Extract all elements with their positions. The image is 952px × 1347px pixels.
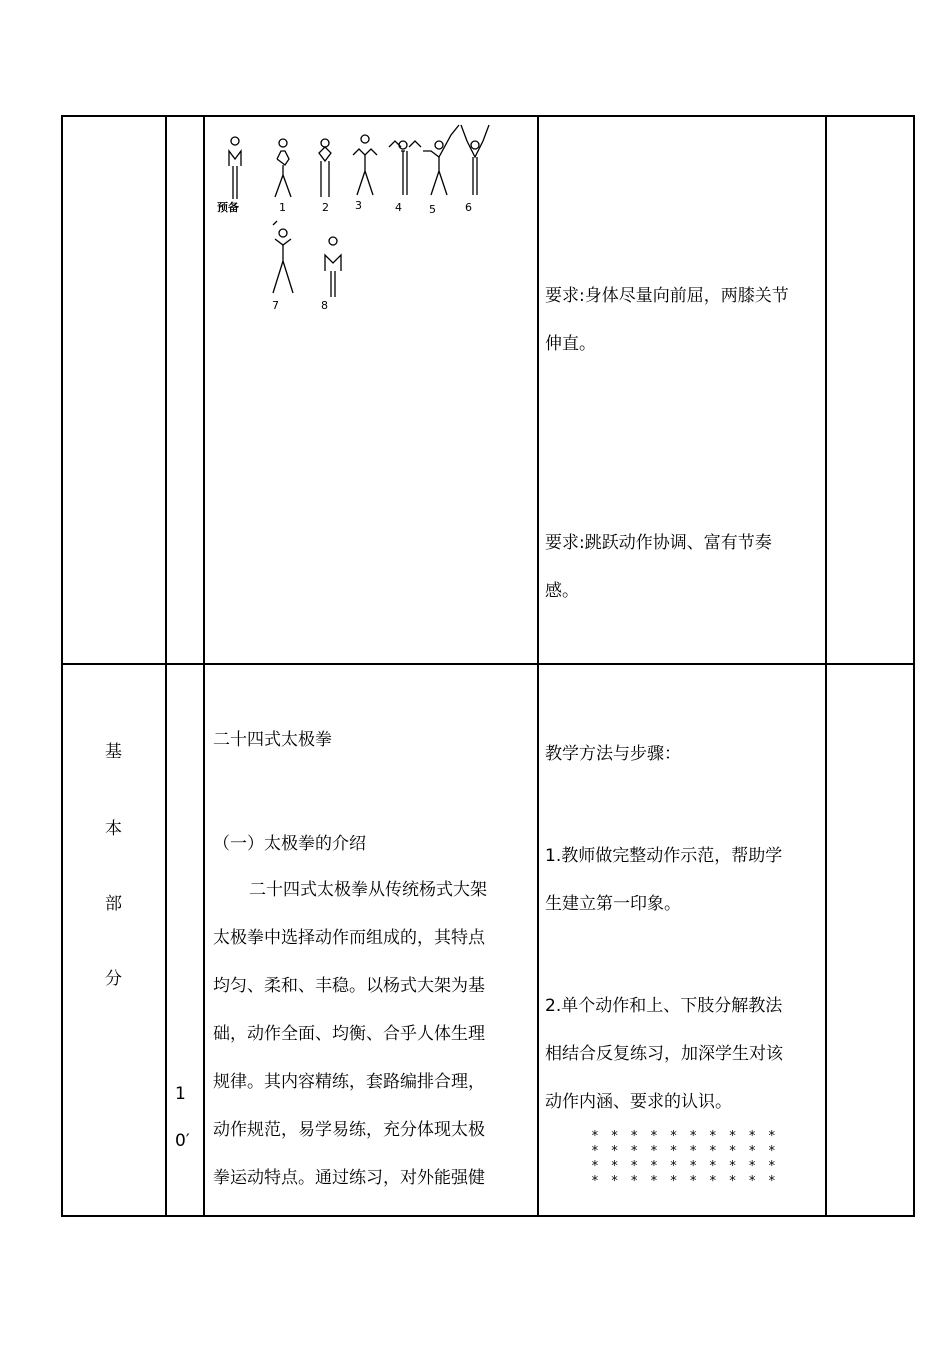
- content-subtitle: （一）太极拳的介绍: [213, 834, 366, 854]
- method-cell: [538, 664, 826, 1216]
- figure-label: 4: [395, 201, 402, 214]
- content-cell: [204, 116, 538, 664]
- content-line: 动作规范，易学易练，充分体现太极: [213, 1120, 485, 1140]
- requirements-cell: [538, 116, 826, 664]
- content-line: 二十四式太极拳从传统杨式大架: [249, 880, 487, 900]
- figure-label: 1: [279, 201, 286, 214]
- content-line: 拳运动特点。通过练习，对外能强健: [213, 1168, 485, 1188]
- time-cell: [166, 664, 204, 1216]
- formation-row: * * * * * * * * * *: [591, 1174, 778, 1189]
- requirement-text: 伸直。: [545, 334, 596, 354]
- content-title: 二十四式太极拳: [213, 730, 332, 750]
- section-label: 分: [105, 969, 122, 989]
- content-line: 规律。其内容精练，套路编排合理，: [213, 1072, 485, 1092]
- lesson-plan-table: [61, 115, 915, 1217]
- formation-row: * * * * * * * * * *: [591, 1129, 778, 1144]
- content-line: 础，动作全面、均衡、合乎人体生理: [213, 1024, 485, 1044]
- formation-row: * * * * * * * * * *: [591, 1159, 778, 1174]
- requirement-text: 要求:身体尽量向前屈，两膝关节: [545, 286, 789, 306]
- notes-cell: [826, 116, 914, 664]
- figure-label: 2: [322, 201, 329, 214]
- time-value: 1: [175, 1084, 186, 1104]
- figure-label: 8: [321, 299, 328, 312]
- method-text: 相结合反复练习，加深学生对该: [545, 1044, 783, 1064]
- method-title: 教学方法与步骤：: [545, 744, 681, 764]
- requirement-text: 要求:跳跃动作协调、富有节奏: [545, 533, 772, 553]
- figure-label: 3: [355, 199, 362, 212]
- requirement-text: 感。: [545, 581, 579, 601]
- formation-row: * * * * * * * * * *: [591, 1144, 778, 1159]
- method-text: 1.教师做完整动作示范，帮助学: [545, 846, 783, 866]
- section-cell: [62, 116, 166, 664]
- section-label: 本: [105, 819, 122, 839]
- content-line: 均匀、柔和、丰稳。以杨式大架为基: [213, 976, 485, 996]
- content-cell: [204, 664, 538, 1216]
- section-cell: [62, 664, 166, 1216]
- section-label: 部: [105, 894, 122, 914]
- notes-cell: [826, 664, 914, 1216]
- method-text: 生建立第一印象。: [545, 894, 681, 914]
- table-row: [62, 664, 914, 1216]
- table-row: [62, 116, 914, 664]
- method-text: 动作内涵、要求的认识。: [545, 1092, 732, 1112]
- exercise-stick-figures: [215, 121, 505, 321]
- figure-label: 5: [429, 203, 436, 216]
- figure-label: 6: [465, 201, 472, 214]
- formation-diagram: [591, 1129, 778, 1189]
- content-line: 太极拳中选择动作而组成的，其特点: [213, 928, 485, 948]
- time-cell: [166, 116, 204, 664]
- time-value: 0′: [175, 1131, 190, 1151]
- figure-label: 预备: [217, 201, 239, 214]
- method-text: 2.单个动作和上、下肢分解教法: [545, 996, 783, 1016]
- figure-label: 7: [272, 299, 279, 312]
- section-label: 基: [105, 742, 122, 762]
